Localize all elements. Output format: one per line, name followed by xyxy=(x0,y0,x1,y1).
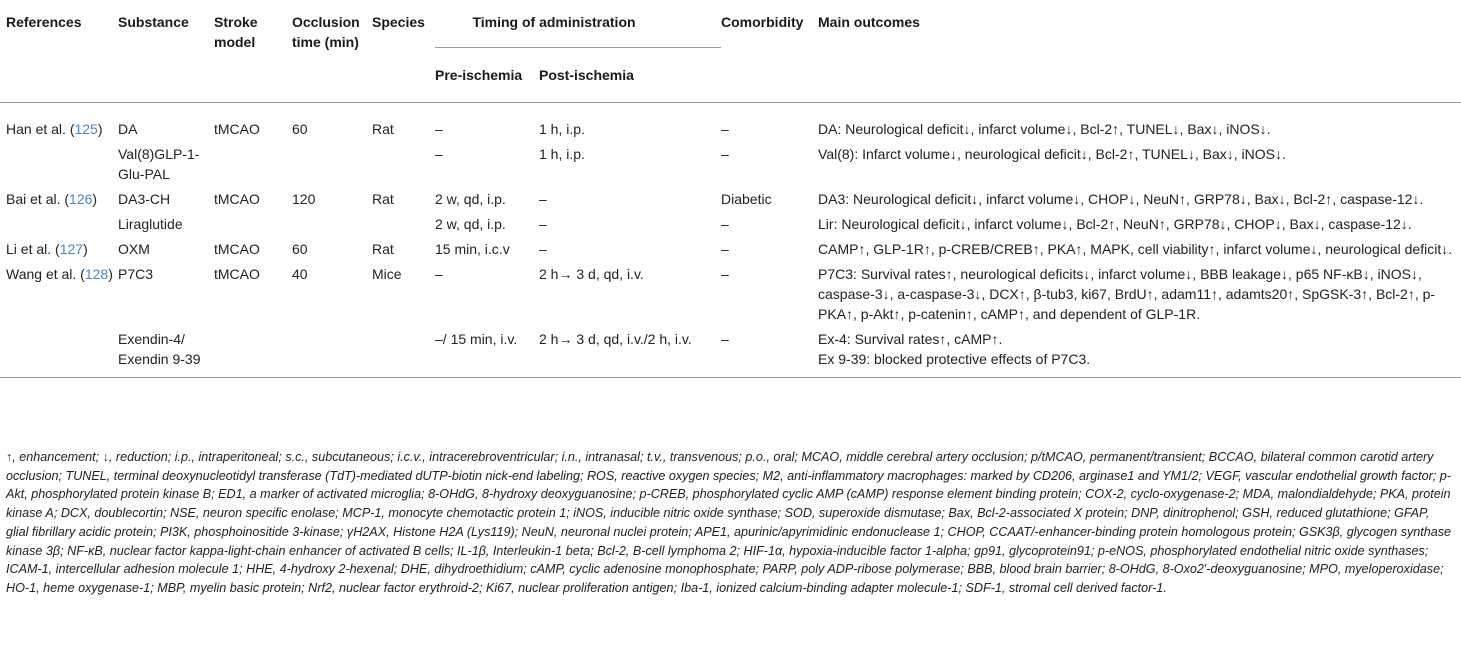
cell-comorbidity: – xyxy=(721,216,729,232)
cell-outcomes: DA: Neurological deficit↓, infarct volume↓, Bcl-2↑, TUNEL↓, Bax↓, iNOS↓. xyxy=(818,121,1271,137)
cell-substance: P7C3 xyxy=(118,266,154,282)
cell-pre: – xyxy=(435,266,443,282)
cell-comorbidity: – xyxy=(721,266,729,282)
cell-pre: – xyxy=(435,146,443,162)
table-row xyxy=(0,329,1461,378)
reference-link[interactable]: 127 xyxy=(59,241,84,257)
cell-comorbidity: – xyxy=(721,331,729,347)
cell-reference: Han et al. (125) xyxy=(6,121,103,137)
cell-model xyxy=(214,214,292,239)
cell-pre: 2 w, qd, i.p. xyxy=(435,216,506,232)
outcome-line: Ex-4: Survival rates↑, cAMP↑. xyxy=(818,331,1003,347)
cell-post: 1 h, i.p. xyxy=(539,121,585,137)
cell-substance: OXM xyxy=(118,241,150,257)
header-pre-ischemia: Pre-ischemia xyxy=(435,67,523,83)
cell-reference: Li et al. (127) xyxy=(6,241,88,257)
reference-link[interactable]: 128 xyxy=(84,266,109,282)
cell-comorbidity: – xyxy=(721,146,729,162)
cell-model: tMCAO xyxy=(214,121,260,137)
cell-post: – xyxy=(539,216,547,232)
table-row xyxy=(0,189,1461,214)
cell-post: 1 h, i.p. xyxy=(539,146,585,162)
outcome-line: Ex 9-39: blocked protective effects of P7C3. xyxy=(818,351,1091,367)
cell-species xyxy=(372,214,435,239)
cell-outcomes xyxy=(818,329,1461,378)
cell-reference xyxy=(0,144,118,189)
cell-model xyxy=(214,329,292,378)
cell-occlusion: 60 xyxy=(292,121,308,137)
cell-substance: Liraglutide xyxy=(118,216,183,232)
cell-pre: 15 min, i.c.v xyxy=(435,241,510,257)
cell-species: Rat xyxy=(372,191,394,207)
cell-species: Rat xyxy=(372,121,394,137)
cell-reference: Bai et al. (126) xyxy=(6,191,98,207)
cell-pre: –/ 15 min, i.v. xyxy=(435,331,518,347)
cell-outcomes: Lir: Neurological deficit↓, infarct volume↓, Bcl-2↑, NeuN↑, GRP78↓, CHOP↓, Bax↓, caspase-12↓. xyxy=(818,216,1412,232)
cell-substance: Val(8)GLP-1-Glu-PAL xyxy=(118,146,200,182)
table-row xyxy=(0,264,1461,329)
header-timing-label: Timing of administration xyxy=(472,14,636,30)
cell-species: Rat xyxy=(372,241,394,257)
cell-occlusion xyxy=(292,144,372,189)
header-stroke-model: Stroke model xyxy=(214,14,258,50)
cell-substance: DA xyxy=(118,121,138,137)
cell-pre: 2 w, qd, i.p. xyxy=(435,191,506,207)
cell-outcomes: P7C3: Survival rates↑, neurological deficits↓, infarct volume↓, BBB leakage↓, p65 NF-κB↓, iNOS↓, caspase-3↓, a-caspase-3↓, DCX↑, β-tub3, ki67, BrdU↑, adam11↑, adamts20↑, SpGSK-3↑, Bcl-2↑, p-PKA↑, p-Akt↑, p-catenin↑, cAMP↑, and dependent of GLP-1R. xyxy=(818,266,1436,322)
header-main-outcomes: Main outcomes xyxy=(818,14,920,30)
cell-comorbidity: – xyxy=(721,241,729,257)
table-footnote xyxy=(6,448,1452,598)
cell-model xyxy=(214,144,292,189)
header-species: Species xyxy=(372,14,425,30)
reference-link[interactable]: 126 xyxy=(69,191,93,207)
header-substance: Substance xyxy=(118,14,189,30)
cell-occlusion: 40 xyxy=(292,266,308,282)
footnote-text: ↑, enhancement; ↓, reduction; i.p., intraperitoneal; s.c., subcutaneous; i.c.v., intracerebroventricular; i.n., intranasal; t.v., transvenous; p.o., oral; MCAO, middle cerebral artery occlusion; p/tMCAO, permanent/transient; BCCAO, bilateral common carotid artery occlusion; TUNEL, terminal deoxynucleotidyl transferase (TdT)-mediated dUTP-biotin nick-end labeling; ROS, reactive oxygen species; M2, anti-inflammatory macrophages: marked by CD206, arginase1 and YM1/2; VEGF, vascular endothelial growth factor; p-Akt, phosphorylated protein kinase B; ED1, a marker of activated microglia; 8-OHdG, 8-hydroxy deoxyguanosine; p-CREB, phosphorylated cyclic AMP (cAMP) response element binding protein; COX-2, cyclo-oxygenase-2; MDA, malondialdehyde; PKA, protein kinase A; DCX, doublecortin; NSE, neuron specific enolase; MCP-1, monocyte chemotactic protein 1; iNOS, inducible nitric oxide synthase; SOD, superoxide dismutase; Bax, Bcl-2-associated X protein; DNP, dinitrophenol; GSH, reduced glutathione; GFAP, glial fibrillary acidic protein; PI3K, phosphoinositide 3-kinase; γH2AX, Histone H2A (Lys119); NeuN, neuronal nuclei protein; APE1, apurinic/apyrimidinic endonuclease 1; CHOP, CCAAT/-enhancer-binding protein homologous protein; GSK3β, glycogen synthase kinase 3β; NF-κB, nuclear factor kappa-light-chain enhancer of activated B cells; IL-1β, Interleukin-1 beta; Bcl-2, B-cell lymphoma 2; HIF-1α, hypoxia-inducible factor 1-alpha; gp91, glycoprotein91; p-eNOS, phosphorylated endothelial nitric oxide synthases; ICAM-1, intercellular adhesion molecule 1; HHE, 4-hydroxy 2-hexenal; DHE, dihydroethidium; cAMP, cyclic adenosine monophosphate; PARP, poly ADP-ribose polymerase; BBB, blood brain barrier; 8-OHdG, 8-Oxo2′-deoxyguanosine; MPO, myeloperoxidase; HO-1, heme oxygenase-1; MBP, myelin basic protein; Nrf2, nuclear factor erythroid-2; Ki67, nuclear proliferation antigen; Iba-1, ionized calcium-binding adapter molecule-1; SDF-1, stromal cell derived factor-1. xyxy=(6,450,1452,595)
cell-occlusion xyxy=(292,329,372,378)
cell-reference xyxy=(0,214,118,239)
cell-species xyxy=(372,144,435,189)
cell-reference xyxy=(0,329,118,378)
cell-post: – xyxy=(539,191,547,207)
cell-model: tMCAO xyxy=(214,241,260,257)
cell-post: 2 h→ 3 d, qd, i.v./2 h, i.v. xyxy=(539,331,692,347)
cell-occlusion xyxy=(292,214,372,239)
cell-substance: Exendin-4/ Exendin 9-39 xyxy=(118,331,201,367)
reference-link[interactable]: 125 xyxy=(74,121,98,137)
cell-species xyxy=(372,329,435,378)
cell-occlusion: 60 xyxy=(292,241,308,257)
table-row xyxy=(0,239,1461,264)
header-occlusion-time: Occlusion time (min) xyxy=(292,14,360,50)
header-references: References xyxy=(6,14,82,30)
header-post-ischemia: Post-ischemia xyxy=(539,67,634,83)
timing-header-rule xyxy=(435,0,721,48)
table-row xyxy=(0,214,1461,239)
cell-outcomes: CAMP↑, GLP-1R↑, p-CREB/CREB↑, PKA↑, MAPK, cell viability↑, infarct volume↓, neurological deficit↓. xyxy=(818,241,1453,257)
cell-outcomes: DA3: Neurological deficit↓, infarct volume↓, CHOP↓, NeuN↑, GRP78↓, Bax↓, Bcl-2↑, caspase-12↓. xyxy=(818,191,1424,207)
header-timing xyxy=(435,0,721,55)
table-row xyxy=(0,144,1461,189)
cell-comorbidity: – xyxy=(721,121,729,137)
table-row xyxy=(0,103,1461,145)
cell-comorbidity: Diabetic xyxy=(721,191,772,207)
cell-pre: – xyxy=(435,121,443,137)
cell-reference: Wang et al. (128) xyxy=(6,266,113,282)
cell-occlusion: 120 xyxy=(292,191,316,207)
header-comorbidity: Comorbidity xyxy=(721,14,804,30)
cell-outcomes: Val(8): Infarct volume↓, neurological deficit↓, Bcl-2↑, TUNEL↓, Bax↓, iNOS↓. xyxy=(818,146,1286,162)
cell-species: Mice xyxy=(372,266,402,282)
cell-post: 2 h→ 3 d, qd, i.v. xyxy=(539,266,644,282)
cell-substance: DA3-CH xyxy=(118,191,171,207)
cell-model: tMCAO xyxy=(214,191,260,207)
cell-model: tMCAO xyxy=(214,266,260,282)
cell-post: – xyxy=(539,241,547,257)
